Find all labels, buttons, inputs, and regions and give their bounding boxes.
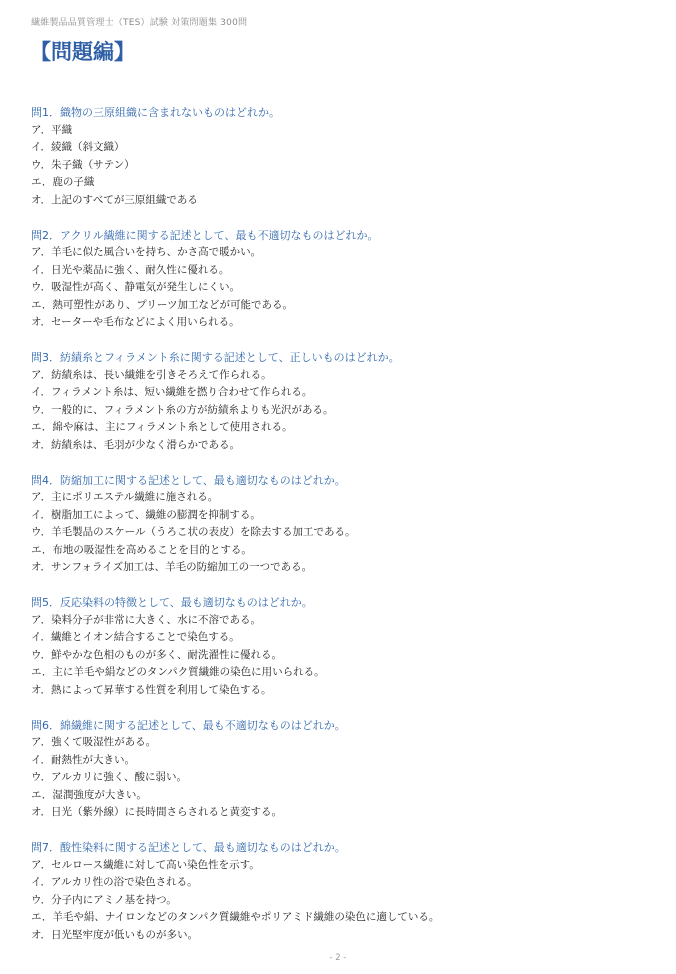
question-4 <box>31 472 651 577</box>
answer-option: イ．繊維とイオン結合することで染色する。 <box>31 631 240 643</box>
question-6 <box>31 717 651 822</box>
section-title: 【問題編】 <box>30 40 135 64</box>
answer-option: ア．羊毛に似た風合いを持ち、かさ高で暖かい。 <box>31 246 262 258</box>
answer-option: オ．熱によって昇華する性質を利用して染色する。 <box>31 683 272 696</box>
question-title: 問7．酸性染料に関する記述として、最も適切なものはどれか。 <box>31 841 346 854</box>
answer-option: エ．羊毛や絹、ナイロンなどのタンパク質繊維やポリアミド繊維の染色に適している。 <box>31 911 440 923</box>
question-5 <box>31 594 651 699</box>
answer-option: オ．上記のすべてが三原組織である <box>31 193 198 206</box>
answer-option: オ．紡績糸は、毛羽が少なく滑らかである。 <box>31 438 241 451</box>
answer-option: ア．主にポリエステル繊維に施される。 <box>31 491 219 503</box>
answer-option: ウ．分子内にアミノ基を持つ。 <box>31 893 177 906</box>
answer-option: オ．日光堅牢度が低いものが多い。 <box>31 928 199 941</box>
answer-option: ウ．鮮やかな色相のものが多く、耐洗濯性に優れる。 <box>31 648 282 661</box>
question-title: 問3．紡績糸とフィラメント糸に関する記述として、正しいものはどれか。 <box>31 351 400 364</box>
answer-option: オ．サンフォライズ加工は、羊毛の防縮加工の一つである。 <box>31 561 313 573</box>
answer-option: エ．布地の吸湿性を高めることを目的とする。 <box>31 543 252 556</box>
answer-option: イ．綾織（斜文織） <box>31 141 125 153</box>
answer-option: ア．強くて吸湿性がある。 <box>31 736 157 748</box>
answer-option: エ．綿や麻は、主にフィラメント糸として使用される。 <box>31 421 293 433</box>
answer-option: エ．湿潤強度が大きい。 <box>31 788 147 801</box>
answer-option: オ．日光（紫外線）に長時間さらされると黄変する。 <box>31 806 283 818</box>
question-title: 問1．織物の三原組織に含まれないものはどれか。 <box>31 106 280 119</box>
question-list <box>31 104 651 962</box>
answer-option: エ．熱可塑性があり、プリーツ加工などが可能である。 <box>31 298 293 311</box>
question-2 <box>31 227 651 332</box>
answer-option: ア．セルロース繊維に対して高い染色性を示す。 <box>31 858 260 871</box>
question-title: 問5．反応染料の特徴として、最も適切なものはどれか。 <box>31 596 313 609</box>
answer-option: イ．フィラメント糸は、短い繊維を撚り合わせて作られる。 <box>31 386 313 398</box>
answer-option: ア．染料分子が非常に大きく、水に不溶である。 <box>31 613 261 626</box>
question-title: 問2．アクリル繊維に関する記述として、最も不適切なものはどれか。 <box>31 228 379 242</box>
answer-option: ア．紡績糸は、長い繊維を引きそろえて作られる。 <box>31 368 272 381</box>
answer-option: ウ．羊毛製品のスケール（うろこ状の表皮）を除去する加工である。 <box>31 526 356 538</box>
question-title: 問6．綿繊維に関する記述として、最も不適切なものはどれか。 <box>31 718 346 732</box>
answer-option: イ．アルカリ性の浴で染色される。 <box>31 876 198 888</box>
answer-option: ウ．アルカリに強く、酸に弱い。 <box>31 771 188 783</box>
page-number: - 2 - <box>329 953 347 963</box>
answer-option: エ．主に羊毛や絹などのタンパク質繊維の染色に用いられる。 <box>31 666 325 678</box>
question-title: 問4．防縮加工に関する記述として、最も適切なものはどれか。 <box>31 473 346 487</box>
answer-option: オ．セーターや毛布などによく用いられる。 <box>31 316 240 328</box>
answer-option: イ．樹脂加工によって、繊維の膨潤を抑制する。 <box>31 508 261 521</box>
answer-option: ウ．吸湿性が高く、静電気が発生しにくい。 <box>31 281 240 293</box>
running-header: 繊維製品品質管理士（TES）試験 対策問題集 300問 <box>31 18 248 28</box>
question-1 <box>31 104 651 209</box>
answer-option: イ．日光や薬品に強く、耐久性に優れる。 <box>31 263 230 276</box>
answer-option: ウ．朱子織（サテン） <box>31 158 135 171</box>
answer-option: ア．平織 <box>31 123 73 136</box>
question-3 <box>31 349 651 454</box>
answer-option: イ．耐熱性が大きい。 <box>31 753 136 766</box>
question-7 <box>31 839 651 944</box>
answer-option: エ．鹿の子織 <box>31 176 95 188</box>
answer-option: ウ．一般的に、フィラメント糸の方が紡績糸よりも光沢がある。 <box>31 403 334 416</box>
